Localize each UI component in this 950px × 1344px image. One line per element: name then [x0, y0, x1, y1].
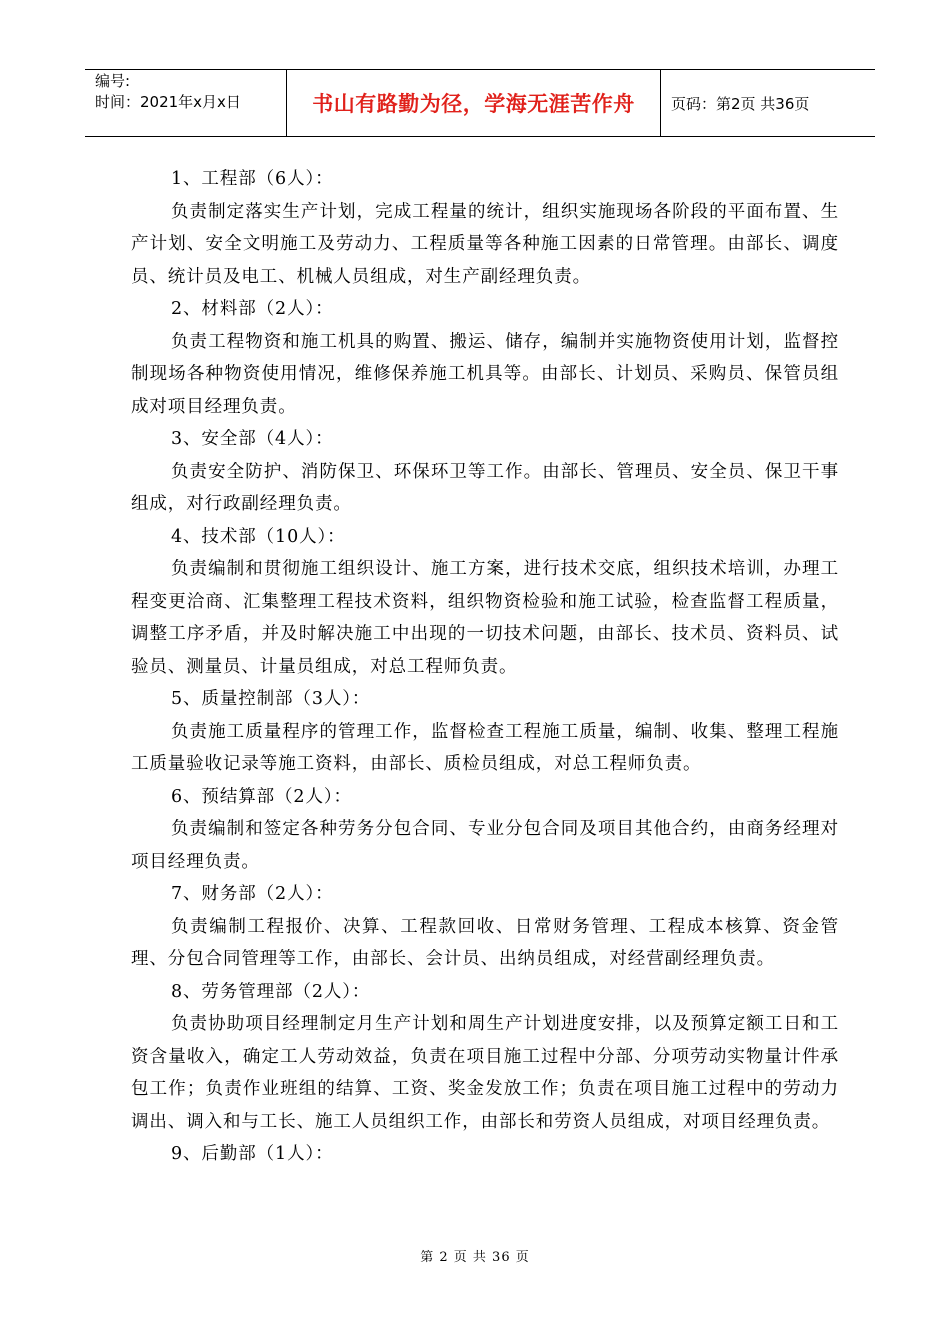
section-body: 负责编制工程报价、决算、工程款回收、日常财务管理、工程成本核算、资金管理、分包合同管理等工作，由部长、会计员、出纳员组成，对经营副经理负责。: [131, 916, 839, 969]
section-heading: 4、技术部（10人）：: [171, 526, 346, 547]
section-heading: 2、材料部（2人）：: [171, 299, 334, 319]
header-motto: 书山有路勤为径，学海无涯苦作舟: [287, 70, 661, 136]
section-body: 负责编制和贯彻施工组织设计、施工方案，进行技术交底，组织技术培训，办理工程变更洽商、汇集整理工程技术资料，组织物资检验和施工试验，检查监督工程质量，调整工序矛盾，并及时解决施工中出现的一切技术问题，由部长、技术员、资料员、试验员、测量员、计量员组成，对总工程师负责。: [131, 559, 839, 677]
section-heading: 6、预结算部（2人）：: [171, 786, 352, 807]
document-number-label: 编号:: [95, 72, 131, 90]
section-heading: 3、安全部（4人）：: [171, 429, 334, 449]
section-body: 负责制定落实生产计划，完成工程量的统计，组织实施现场各阶段的平面布置、生产计划、安全文明施工及劳动力、工程质量等各种施工因素的日常管理。由部长、调度员、统计员及电工、机械人员组成，对生产副经理负责。: [131, 201, 839, 287]
section-heading: 1、工程部（6人）：: [171, 169, 334, 189]
header-meta: [85, 70, 287, 136]
document-body: [131, 163, 839, 1171]
section-heading: 9、后勤部（1人）：: [171, 1144, 334, 1164]
section-body: 负责编制和签定各种劳务分包合同、专业分包合同及项目其他合约，由商务经理对项目经理负责。: [131, 819, 839, 872]
section-heading: 5、质量控制部（3人）：: [171, 689, 371, 709]
section-heading: 7、财务部（2人）：: [171, 884, 334, 904]
header-page-info: 页码：第2页 共36页: [671, 94, 810, 113]
section-body: 负责施工质量程序的管理工作，监督检查工程施工质量，编制、收集、整理工程施工质量验收记录等施工资料，由部长、质检员组成，对总工程师负责。: [131, 721, 839, 774]
section-body: 负责协助项目经理制定月生产计划和周生产计划进度安排，以及预算定额工日和工资含量收入，确定工人劳动效益，负责在项目施工过程中分部、分项劳动实物量计件承包工作；负责作业班组的结算、工资、奖金发放工作；负责在项目施工过程中的劳动力调出、调入和与工长、施工人员组织工作，由部长和劳资人员组成，对项目经理负责。: [131, 1014, 839, 1132]
section-heading: 8、劳务管理部（2人）：: [171, 981, 371, 1002]
document-date: 时间：2021年x月x日: [95, 93, 241, 111]
page-header: [85, 69, 875, 137]
section-body: 负责工程物资和施工机具的购置、搬运、储存，编制并实施物资使用计划，监督控制现场各种物资使用情况，维修保养施工机具等。由部长、计划员、采购员、保管员组成对项目经理负责。: [131, 331, 839, 417]
page-footer: 第 2 页 共 36 页: [420, 1250, 530, 1265]
section-body: 负责安全防护、消防保卫、环保环卫等工作。由部长、管理员、安全员、保卫干事组成，对行政副经理负责。: [131, 461, 839, 514]
